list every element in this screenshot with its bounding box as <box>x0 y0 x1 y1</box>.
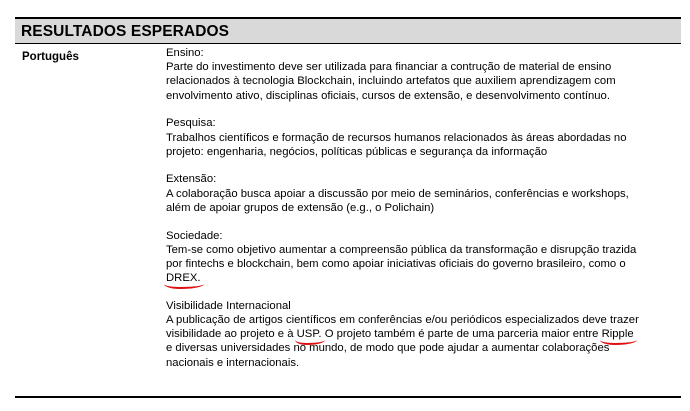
paragraph-line: Tem-se como objetivo aumentar a compreensão pública da transformação e disrupção trazida <box>166 243 637 256</box>
section-visibilidade <box>166 299 671 370</box>
paragraph-line: e diversas universidades no mundo, de modo que pode ajudar a aumentar colaborações <box>166 342 610 355</box>
paragraph-line <box>166 271 671 285</box>
paragraph-line: relacionados à tecnologia Blockchain, incluindo artefatos que auxiliem aprendizagem com <box>166 75 616 88</box>
header-divider <box>15 43 681 44</box>
paragraph-line: por fintechs e blockchain, bem como apoiar iniciativas oficiais do governo brasileiro, como o <box>166 257 626 270</box>
underlined-term-drex: DREX. <box>166 272 201 285</box>
section-title-visibilidade: Visibilidade Internacional <box>166 299 291 312</box>
bottom-rule <box>15 396 681 398</box>
paragraph-line: além de apoiar grupos de extensão (e.g., o Polichain) <box>166 201 435 214</box>
text-fragment: O projeto também é parte de uma parceria maior entre <box>321 328 602 341</box>
paragraph-line: A colaboração busca apoiar a discussão por meio de seminários, conferências e workshops, <box>166 187 629 200</box>
section-ensino <box>166 46 671 103</box>
paragraph-line <box>166 327 671 341</box>
section-pesquisa <box>166 116 671 159</box>
section-header <box>15 19 681 43</box>
section-title-extensao: Extensão: <box>166 173 217 186</box>
paragraph-line: nacionais e internacionais. <box>166 356 300 369</box>
paragraph-line: Parte do investimento deve ser utilizada para financiar a contrução de material de ensino <box>166 61 612 74</box>
section-extensao <box>166 172 671 215</box>
row-label: Português <box>22 51 79 63</box>
section-title-sociedade: Sociedade: <box>166 229 223 242</box>
underlined-term-ripple: Ripple <box>601 328 634 341</box>
section-title-ensino: Ensino: <box>166 47 204 59</box>
text-fragment: visibilidade ao projeto e à <box>166 328 297 341</box>
section-header-title: RESULTADOS ESPERADOS <box>21 23 230 40</box>
paragraph-line: projeto: engenharia, negócios, políticas públicas e segurança da informação <box>166 145 548 158</box>
paragraph-line: Trabalhos científicos e formação de recursos humanos relacionados às áreas abordadas no <box>166 131 627 144</box>
underlined-term-usp: USP. <box>296 328 322 341</box>
section-title-pesquisa: Pesquisa: <box>166 117 216 130</box>
results-content <box>166 46 671 383</box>
section-sociedade <box>166 229 671 286</box>
paragraph-line: envolvimento ativo, disciplinas oficiais, cursos de extensão, e desenvolvimento contínuo. <box>166 89 610 102</box>
paragraph-line: A publicação de artigos científicos em conferências e/ou periódicos especializados deve trazer <box>166 314 639 327</box>
